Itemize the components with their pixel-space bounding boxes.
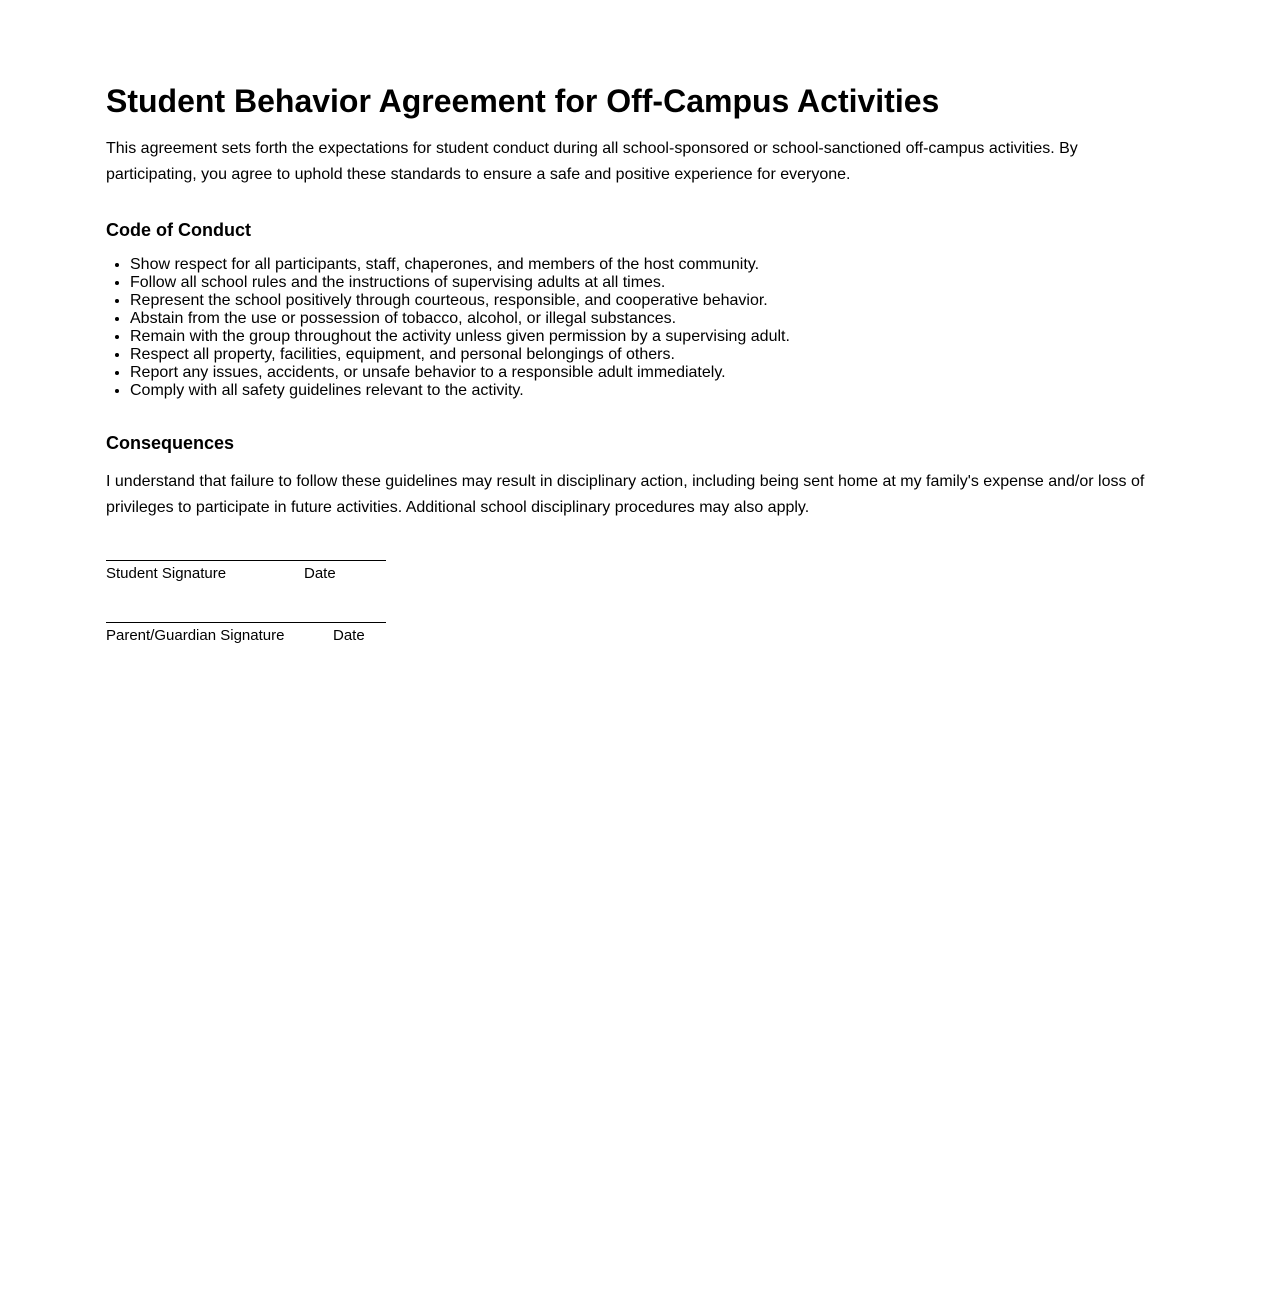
list-item: • Show respect for all participants, staff, chaperones, and members of the host community.	[130, 256, 1130, 274]
list-item: • Comply with all safety guidelines relevant to the activity.	[130, 382, 1130, 400]
list-item: • Represent the school positively through courteous, responsible, and cooperative behavior.	[130, 292, 1130, 310]
consequences-heading: Consequences	[106, 433, 235, 453]
parent-date-label: Date	[333, 627, 365, 644]
list-item: • Remain with the group throughout the activity unless given permission by a supervising adult.	[130, 328, 1130, 346]
parent-signature-label: Parent/Guardian Signature	[106, 627, 285, 644]
list-item: • Report any issues, accidents, or unsafe behavior to a responsible adult immediately.	[130, 364, 1130, 382]
list-item: • Abstain from the use or possession of tobacco, alcohol, or illegal substances.	[130, 310, 1130, 328]
code-of-conduct-heading: Code of Conduct	[106, 220, 251, 240]
list-item: • Respect all property, facilities, equipment, and personal belongings of others.	[130, 346, 1130, 364]
list-item: • Follow all school rules and the instructions of supervising adults at all times.	[130, 274, 1130, 292]
student-signature-label: Student Signature	[106, 565, 227, 582]
consequences-paragraph: I understand that failure to follow these guidelines may result in disciplinary action, including being sent home at my family's expense and/or loss of privileges to participate in future activities. Additional school disciplinary procedures may also apply.	[106, 473, 1145, 516]
student-signature-block	[106, 560, 386, 590]
intro-paragraph: This agreement sets forth the expectations for student conduct during all school-sponsored or school-sanctioned off-campus activities. By participating, you agree to uphold these standards to ensure a safe and positive experience for everyone.	[106, 140, 1078, 183]
parent-signature-block	[106, 622, 386, 652]
page-title: Student Behavior Agreement for Off-Campus Activities	[106, 83, 940, 119]
student-signature-line	[106, 560, 386, 561]
code-of-conduct-list	[106, 256, 1130, 400]
parent-signature-line	[106, 622, 386, 623]
student-date-label: Date	[304, 565, 336, 582]
